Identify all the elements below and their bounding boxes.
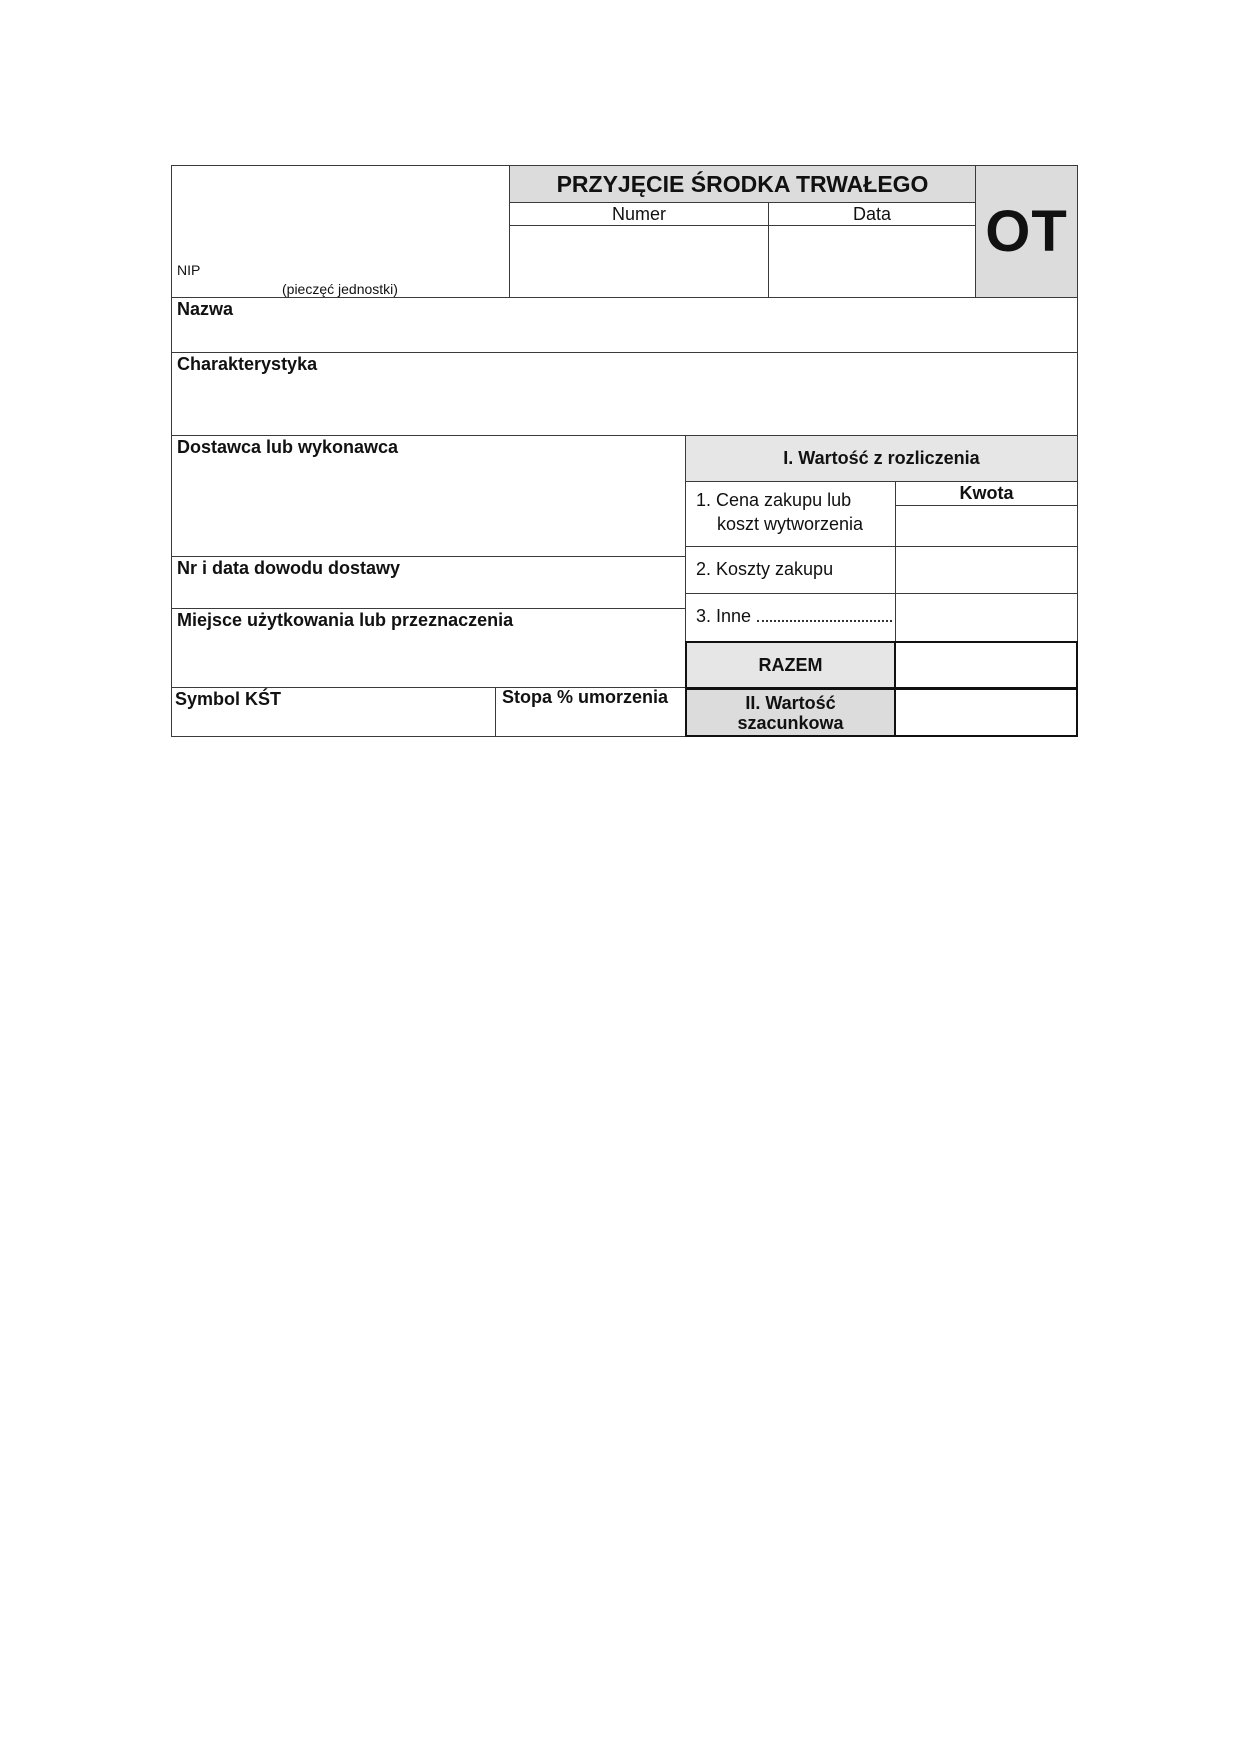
form-title bbox=[509, 165, 976, 203]
item3-label-cell bbox=[685, 593, 896, 642]
dostawca-label: Dostawca lub wykonawca bbox=[177, 437, 399, 457]
item2-label-cell bbox=[685, 546, 896, 594]
symbol-kst-label: Symbol KŚT bbox=[175, 689, 282, 709]
item1-label-cell bbox=[685, 481, 896, 547]
kwota-label: Kwota bbox=[959, 483, 1014, 503]
data-label: Data bbox=[852, 203, 892, 224]
estimated-value-amount-field[interactable] bbox=[894, 688, 1078, 737]
miejsce-field[interactable] bbox=[171, 608, 686, 688]
document-code: OT bbox=[985, 199, 1068, 264]
numer-field[interactable] bbox=[509, 225, 769, 298]
razem-label-cell bbox=[685, 641, 896, 689]
charakterystyka-label: Charakterystyka bbox=[177, 354, 318, 374]
item2-label: 2. Koszty zakupu bbox=[696, 559, 834, 579]
item3-label: 3. Inne bbox=[696, 606, 752, 626]
item3-label-wrap bbox=[696, 606, 892, 627]
value-section-heading bbox=[685, 435, 1078, 482]
numer-label: Numer bbox=[611, 203, 666, 224]
document-code-box bbox=[975, 165, 1078, 298]
dowod-dostawy-field[interactable] bbox=[171, 556, 686, 609]
item1-amount-field[interactable] bbox=[895, 505, 1078, 547]
charakterystyka-field[interactable] bbox=[171, 352, 1078, 436]
data-header bbox=[768, 202, 976, 226]
kwota-header bbox=[895, 481, 1078, 506]
item1-label-line1: 1. Cena zakupu lub bbox=[696, 490, 852, 510]
item2-amount-field[interactable] bbox=[895, 546, 1078, 594]
miejsce-label: Miejsce użytkowania lub przeznaczenia bbox=[177, 610, 514, 630]
estimated-value-label-cell bbox=[685, 688, 896, 737]
data-field[interactable] bbox=[768, 225, 976, 298]
form-title-text: PRZYJĘCIE ŚRODKA TRWAŁEGO bbox=[556, 170, 929, 197]
nazwa-label: Nazwa bbox=[177, 299, 234, 319]
estimated-value-label-line2: szacunkowa bbox=[737, 712, 844, 733]
item3-amount-field[interactable] bbox=[895, 593, 1078, 642]
razem-label: RAZEM bbox=[758, 654, 823, 675]
value-section-heading-text: I. Wartość z rozliczenia bbox=[783, 448, 980, 468]
nip-label: NIP bbox=[177, 262, 201, 278]
dostawca-field[interactable] bbox=[171, 435, 686, 557]
symbol-kst-field[interactable] bbox=[171, 687, 496, 737]
stamp-area bbox=[171, 165, 510, 298]
item3-dotted-line[interactable] bbox=[757, 608, 892, 622]
stopa-umorzenia-field[interactable] bbox=[495, 687, 686, 737]
estimated-value-label-line1: II. Wartość bbox=[745, 692, 836, 713]
stopa-umorzenia-label: Stopa % umorzenia bbox=[502, 687, 669, 707]
dowod-dostawy-label: Nr i data dowodu dostawy bbox=[177, 558, 401, 578]
nazwa-field[interactable] bbox=[171, 297, 1078, 353]
numer-header bbox=[509, 202, 769, 226]
item1-label-line2: koszt wytworzenia bbox=[717, 514, 864, 534]
razem-amount-field[interactable] bbox=[894, 641, 1078, 689]
stamp-caption: (pieczęć jednostki) bbox=[282, 281, 398, 297]
